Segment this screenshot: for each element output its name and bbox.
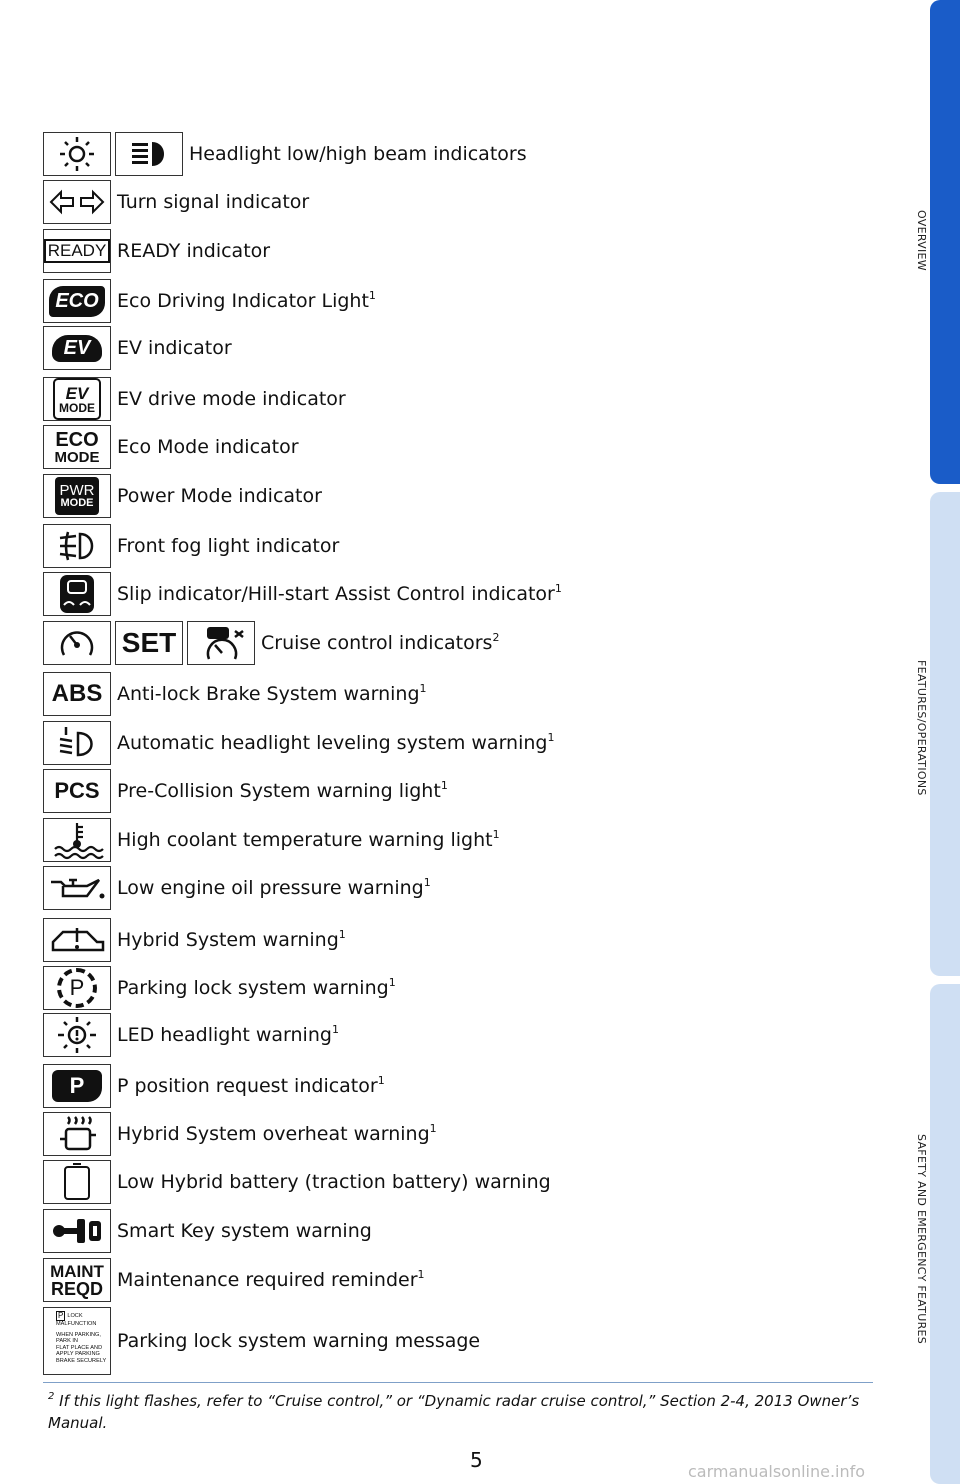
headlight-low-icon <box>43 132 111 176</box>
indicator-row <box>43 1160 551 1204</box>
indicator-row <box>43 279 376 323</box>
p-position-request-icon: P <box>43 1064 111 1108</box>
indicator-label: Headlight low/high beam indicators <box>189 142 527 165</box>
slip-indicator-icon <box>43 572 111 616</box>
indicator-label: Anti-lock Brake System warning$^1$ <box>117 681 427 705</box>
indicator-row <box>43 1258 425 1302</box>
indicator-label: Parking lock system warning message <box>117 1329 481 1352</box>
indicator-label: Eco Driving Indicator Light$^1$ <box>117 288 376 312</box>
tab-label-safety: SAFETY AND EMERGENCY FEATURES <box>915 1134 928 1345</box>
headlight-high-icon <box>115 132 183 176</box>
indicator-label: P position request indicator$^1$ <box>117 1073 385 1097</box>
indicator-label: LED headlight warning$^1$ <box>117 1022 339 1046</box>
ev-mode-icon: EV MODE <box>43 377 111 421</box>
indicator-label: Smart Key system warning <box>117 1219 372 1242</box>
power-mode-icon: PWR MODE <box>43 474 111 518</box>
indicator-row <box>43 524 339 568</box>
hybrid-system-warning-icon <box>43 918 111 962</box>
indicator-row <box>43 672 427 716</box>
indicator-row <box>43 326 232 370</box>
indicator-label: Low engine oil pressure warning$^1$ <box>117 875 431 899</box>
parking-lock-message-icon: P LOCK MALFUNCTION WHEN PARKING, PARK IN FLAT PLACE AND APPLY PARKING BRAKE SECURELY <box>43 1307 111 1375</box>
indicator-row <box>43 229 270 273</box>
tab-safety-emergency[interactable] <box>930 984 960 1484</box>
hybrid-overheat-icon <box>43 1112 111 1156</box>
ev-indicator-icon: EV <box>43 326 111 370</box>
indicator-row <box>43 132 527 176</box>
hybrid-battery-icon <box>43 1160 111 1204</box>
indicator-label: Pre-Collision System warning light$^1$ <box>117 778 448 802</box>
tab-overview[interactable] <box>930 0 960 484</box>
cruise-set-icon: SET <box>115 621 183 665</box>
indicator-row <box>43 818 500 862</box>
ready-icon: READY <box>43 229 111 273</box>
radar-cruise-icon <box>187 621 255 665</box>
indicator-row <box>43 1209 372 1253</box>
indicator-label: Front fog light indicator <box>117 534 340 557</box>
indicator-row <box>43 1064 385 1108</box>
indicator-row <box>43 474 322 518</box>
indicator-row <box>43 721 554 765</box>
cruise-control-icon <box>43 621 111 665</box>
indicator-label: Parking lock system warning$^1$ <box>117 975 396 999</box>
indicator-label: Cruise control indicators$^2$ <box>261 630 500 654</box>
indicator-row <box>43 425 299 469</box>
indicator-row <box>43 1307 480 1375</box>
led-headlight-warning-icon <box>43 1013 111 1057</box>
indicator-row <box>43 966 396 1010</box>
indicator-label: Automatic headlight leveling system warning$^1$ <box>117 730 555 754</box>
tab-features-operations[interactable] <box>930 492 960 976</box>
indicator-label: Hybrid System overheat warning$^1$ <box>117 1121 437 1145</box>
eco-mode-icon: ECO MODE <box>43 425 111 469</box>
page-number: 5 <box>470 1448 483 1472</box>
indicator-label: READY indicator <box>117 239 271 262</box>
footnote: $^2$ If this light flashes, refer to “Cruise control,” or “Dynamic radar cruise control,” Section 2-4, 2013 Owner’s Manual. <box>48 1391 860 1432</box>
eco-driving-icon: ECO <box>43 279 111 323</box>
indicator-label: Maintenance required reminder$^1$ <box>117 1267 425 1291</box>
tab-label-features: FEATURES/OPERATIONS <box>915 660 928 796</box>
indicator-label: Power Mode indicator <box>117 484 322 507</box>
indicator-label: Hybrid System warning$^1$ <box>117 927 346 951</box>
indicator-row <box>43 621 499 665</box>
indicator-row <box>43 1112 437 1156</box>
indicator-label: EV indicator <box>117 336 232 359</box>
indicator-row <box>43 1013 339 1057</box>
front-fog-icon <box>43 524 111 568</box>
indicator-row <box>43 769 448 813</box>
smart-key-icon <box>43 1209 111 1253</box>
turn-signal-icon <box>43 180 111 224</box>
watermark: carmanualsonline.info <box>688 1462 866 1481</box>
oil-pressure-icon <box>43 866 111 910</box>
maintenance-required-icon: MAINT REQD <box>43 1258 111 1302</box>
abs-warning-icon: ABS <box>43 672 111 716</box>
indicator-row <box>43 572 562 616</box>
indicator-row <box>43 918 346 962</box>
indicator-label: EV drive mode indicator <box>117 387 346 410</box>
parking-lock-icon: P <box>43 966 111 1010</box>
headlight-leveling-icon <box>43 721 111 765</box>
indicator-row <box>43 377 346 421</box>
footnote-divider <box>43 1382 873 1383</box>
pcs-warning-icon: PCS <box>43 769 111 813</box>
tab-label-overview: OVERVIEW <box>915 210 928 271</box>
indicator-label: Eco Mode indicator <box>117 435 299 458</box>
indicator-label: Slip indicator/Hill-start Assist Control indicator$^1$ <box>117 581 562 605</box>
indicator-label: High coolant temperature warning light$^1$ <box>117 827 500 851</box>
indicator-label: Low Hybrid battery (traction battery) warning <box>117 1170 551 1193</box>
indicator-row <box>43 180 309 224</box>
indicator-label: Turn signal indicator <box>117 190 310 213</box>
coolant-temperature-icon <box>43 818 111 862</box>
indicator-row <box>43 866 431 910</box>
